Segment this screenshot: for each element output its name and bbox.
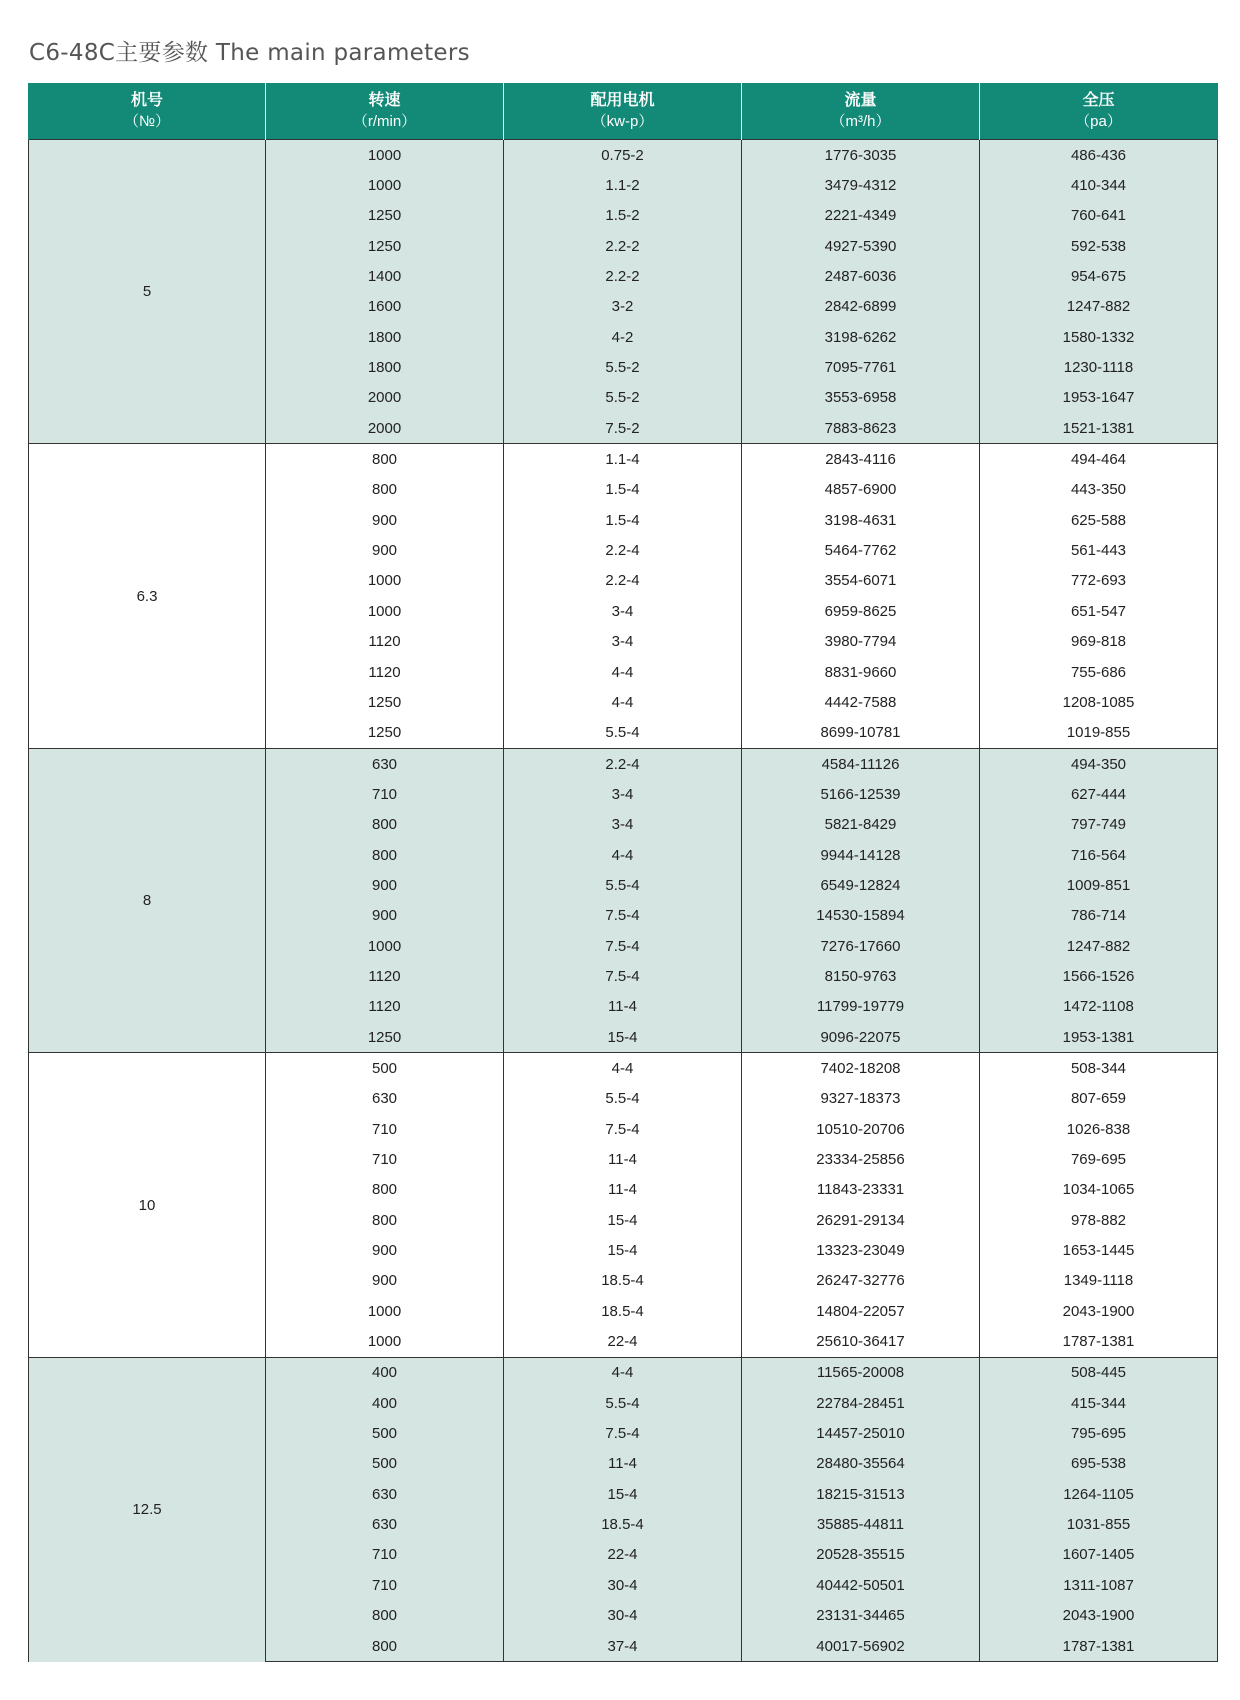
flow-cell: 5166-12539	[742, 779, 980, 809]
motor-cell: 1.5-2	[504, 201, 742, 231]
speed-cell: 1000	[266, 931, 504, 961]
speed-cell: 1000	[266, 1296, 504, 1326]
motor-cell: 37-4	[504, 1631, 742, 1662]
flow-cell: 14457-25010	[742, 1418, 980, 1448]
header-pressure	[980, 83, 1218, 140]
speed-cell: 1000	[266, 566, 504, 596]
motor-cell: 0.75-2	[504, 140, 742, 171]
pressure-cell: 769-695	[980, 1144, 1218, 1174]
pressure-cell: 1607-1405	[980, 1540, 1218, 1570]
flow-cell: 3198-4631	[742, 505, 980, 535]
pressure-cell: 1208-1085	[980, 687, 1218, 717]
pressure-cell: 1026-838	[980, 1114, 1218, 1144]
flow-cell: 9944-14128	[742, 840, 980, 870]
motor-cell: 11-4	[504, 992, 742, 1022]
motor-cell: 2.2-4	[504, 535, 742, 565]
motor-cell: 3-4	[504, 810, 742, 840]
motor-cell: 2.2-2	[504, 231, 742, 261]
pressure-cell: 625-588	[980, 505, 1218, 535]
pressure-cell: 1566-1526	[980, 961, 1218, 991]
flow-cell: 6549-12824	[742, 870, 980, 900]
pressure-cell: 1953-1647	[980, 383, 1218, 413]
flow-cell: 18215-31513	[742, 1479, 980, 1509]
pressure-cell: 1034-1065	[980, 1175, 1218, 1205]
flow-cell: 9327-18373	[742, 1084, 980, 1114]
speed-cell: 1120	[266, 627, 504, 657]
motor-cell: 7.5-4	[504, 931, 742, 961]
machine-no-cell: 6.3	[29, 444, 266, 748]
speed-cell: 1000	[266, 1326, 504, 1357]
speed-cell: 500	[266, 1449, 504, 1479]
flow-cell: 28480-35564	[742, 1449, 980, 1479]
speed-cell: 710	[266, 1114, 504, 1144]
speed-cell: 2000	[266, 413, 504, 444]
pressure-cell: 627-444	[980, 779, 1218, 809]
pressure-cell: 1230-1118	[980, 352, 1218, 382]
pressure-cell: 1953-1381	[980, 1022, 1218, 1053]
pressure-cell: 716-564	[980, 840, 1218, 870]
flow-cell: 11565-20008	[742, 1357, 980, 1388]
motor-cell: 5.5-4	[504, 1388, 742, 1418]
pressure-cell: 1787-1381	[980, 1326, 1218, 1357]
speed-cell: 900	[266, 1235, 504, 1265]
speed-cell: 1120	[266, 961, 504, 991]
flow-cell: 14530-15894	[742, 901, 980, 931]
table-row	[29, 140, 1218, 171]
flow-cell: 3553-6958	[742, 383, 980, 413]
motor-cell: 7.5-4	[504, 1418, 742, 1448]
flow-cell: 8699-10781	[742, 718, 980, 749]
pressure-cell: 1247-882	[980, 292, 1218, 322]
flow-cell: 40442-50501	[742, 1570, 980, 1600]
page-title: C6-48C主要参数 The main parameters	[29, 40, 470, 66]
speed-cell: 1000	[266, 596, 504, 626]
speed-cell: 1250	[266, 1022, 504, 1053]
pressure-cell: 1019-855	[980, 718, 1218, 749]
pressure-cell: 755-686	[980, 657, 1218, 687]
speed-cell: 1800	[266, 352, 504, 382]
motor-cell: 4-4	[504, 1053, 742, 1084]
speed-cell: 1000	[266, 140, 504, 171]
speed-cell: 800	[266, 1601, 504, 1631]
motor-cell: 18.5-4	[504, 1509, 742, 1539]
motor-cell: 2.2-2	[504, 261, 742, 291]
parameters-table-container	[28, 83, 1212, 1662]
pressure-cell: 1580-1332	[980, 322, 1218, 352]
motor-cell: 7.5-4	[504, 901, 742, 931]
pressure-cell: 797-749	[980, 810, 1218, 840]
pressure-cell: 651-547	[980, 596, 1218, 626]
header-unit: （№）	[123, 113, 171, 130]
pressure-cell: 494-464	[980, 444, 1218, 475]
parameters-table	[28, 83, 1218, 1662]
pressure-cell: 1247-882	[980, 931, 1218, 961]
speed-cell: 800	[266, 1631, 504, 1662]
flow-cell: 6959-8625	[742, 596, 980, 626]
motor-cell: 22-4	[504, 1540, 742, 1570]
flow-cell: 13323-23049	[742, 1235, 980, 1265]
flow-cell: 2843-4116	[742, 444, 980, 475]
motor-cell: 5.5-2	[504, 383, 742, 413]
header-unit: （pa）	[1075, 113, 1122, 130]
motor-cell: 18.5-4	[504, 1296, 742, 1326]
pressure-cell: 2043-1900	[980, 1296, 1218, 1326]
speed-cell: 400	[266, 1388, 504, 1418]
pressure-cell: 1031-855	[980, 1509, 1218, 1539]
pressure-cell: 1311-1087	[980, 1570, 1218, 1600]
motor-cell: 1.5-4	[504, 505, 742, 535]
table-row	[29, 1053, 1218, 1084]
motor-cell: 15-4	[504, 1235, 742, 1265]
speed-cell: 1250	[266, 201, 504, 231]
motor-cell: 2.2-4	[504, 748, 742, 779]
speed-cell: 1120	[266, 657, 504, 687]
flow-cell: 8831-9660	[742, 657, 980, 687]
speed-cell: 1250	[266, 231, 504, 261]
motor-cell: 15-4	[504, 1479, 742, 1509]
pressure-cell: 486-436	[980, 140, 1218, 171]
header-unit: （m³/h）	[830, 113, 891, 130]
header-speed	[266, 83, 504, 140]
speed-cell: 1250	[266, 718, 504, 749]
flow-cell: 5464-7762	[742, 535, 980, 565]
flow-cell: 1776-3035	[742, 140, 980, 171]
motor-cell: 5.5-4	[504, 1084, 742, 1114]
pressure-cell: 969-818	[980, 627, 1218, 657]
motor-cell: 30-4	[504, 1570, 742, 1600]
flow-cell: 3980-7794	[742, 627, 980, 657]
motor-cell: 4-2	[504, 322, 742, 352]
speed-cell: 1600	[266, 292, 504, 322]
motor-cell: 22-4	[504, 1326, 742, 1357]
speed-cell: 900	[266, 870, 504, 900]
machine-no-cell: 12.5	[29, 1357, 266, 1661]
flow-cell: 20528-35515	[742, 1540, 980, 1570]
speed-cell: 710	[266, 779, 504, 809]
speed-cell: 630	[266, 1479, 504, 1509]
speed-cell: 630	[266, 1509, 504, 1539]
header-label: 机号	[130, 92, 163, 109]
flow-cell: 2487-6036	[742, 261, 980, 291]
flow-cell: 23131-34465	[742, 1601, 980, 1631]
flow-cell: 40017-56902	[742, 1631, 980, 1662]
pressure-cell: 1472-1108	[980, 992, 1218, 1022]
pressure-cell: 443-350	[980, 475, 1218, 505]
header-machine-no	[29, 83, 266, 140]
pressure-cell: 954-675	[980, 261, 1218, 291]
header-unit: （r/min）	[352, 113, 417, 130]
speed-cell: 710	[266, 1570, 504, 1600]
pressure-cell: 978-882	[980, 1205, 1218, 1235]
pressure-cell: 760-641	[980, 201, 1218, 231]
pressure-cell: 1009-851	[980, 870, 1218, 900]
speed-cell: 800	[266, 810, 504, 840]
motor-cell: 3-2	[504, 292, 742, 322]
header-label: 流量	[844, 92, 877, 109]
motor-cell: 3-4	[504, 596, 742, 626]
pressure-cell: 1349-1118	[980, 1266, 1218, 1296]
speed-cell: 1250	[266, 687, 504, 717]
speed-cell: 900	[266, 901, 504, 931]
speed-cell: 500	[266, 1053, 504, 1084]
speed-cell: 400	[266, 1357, 504, 1388]
flow-cell: 26291-29134	[742, 1205, 980, 1235]
table-row	[29, 444, 1218, 475]
motor-cell: 7.5-2	[504, 413, 742, 444]
motor-cell: 3-4	[504, 627, 742, 657]
flow-cell: 7883-8623	[742, 413, 980, 444]
flow-cell: 14804-22057	[742, 1296, 980, 1326]
header-label: 配用电机	[590, 92, 655, 109]
machine-no-cell: 5	[29, 140, 266, 444]
speed-cell: 1800	[266, 322, 504, 352]
flow-cell: 25610-36417	[742, 1326, 980, 1357]
pressure-cell: 508-445	[980, 1357, 1218, 1388]
flow-cell: 3198-6262	[742, 322, 980, 352]
motor-cell: 1.1-4	[504, 444, 742, 475]
flow-cell: 23334-25856	[742, 1144, 980, 1174]
table-body	[29, 140, 1218, 1662]
pressure-cell: 494-350	[980, 748, 1218, 779]
header-unit: （kw-p）	[591, 113, 654, 130]
pressure-cell: 795-695	[980, 1418, 1218, 1448]
speed-cell: 900	[266, 1266, 504, 1296]
speed-cell: 630	[266, 1084, 504, 1114]
flow-cell: 26247-32776	[742, 1266, 980, 1296]
flow-cell: 9096-22075	[742, 1022, 980, 1053]
motor-cell: 7.5-4	[504, 1114, 742, 1144]
flow-cell: 4857-6900	[742, 475, 980, 505]
motor-cell: 5.5-2	[504, 352, 742, 382]
motor-cell: 5.5-4	[504, 718, 742, 749]
flow-cell: 35885-44811	[742, 1509, 980, 1539]
motor-cell: 4-4	[504, 840, 742, 870]
motor-cell: 7.5-4	[504, 961, 742, 991]
pressure-cell: 592-538	[980, 231, 1218, 261]
motor-cell: 3-4	[504, 779, 742, 809]
header-flow	[742, 83, 980, 140]
machine-no-cell: 8	[29, 748, 266, 1052]
flow-cell: 11799-19779	[742, 992, 980, 1022]
flow-cell: 7402-18208	[742, 1053, 980, 1084]
speed-cell: 800	[266, 1175, 504, 1205]
pressure-cell: 508-344	[980, 1053, 1218, 1084]
pressure-cell: 1521-1381	[980, 413, 1218, 444]
speed-cell: 900	[266, 505, 504, 535]
flow-cell: 7095-7761	[742, 352, 980, 382]
speed-cell: 1400	[266, 261, 504, 291]
speed-cell: 1000	[266, 170, 504, 200]
pressure-cell: 772-693	[980, 566, 1218, 596]
motor-cell: 15-4	[504, 1205, 742, 1235]
speed-cell: 800	[266, 444, 504, 475]
flow-cell: 3554-6071	[742, 566, 980, 596]
pressure-cell: 1264-1105	[980, 1479, 1218, 1509]
motor-cell: 5.5-4	[504, 870, 742, 900]
pressure-cell: 410-344	[980, 170, 1218, 200]
motor-cell: 4-4	[504, 1357, 742, 1388]
pressure-cell: 415-344	[980, 1388, 1218, 1418]
header-label: 转速	[368, 92, 401, 109]
pressure-cell: 1653-1445	[980, 1235, 1218, 1265]
motor-cell: 11-4	[504, 1175, 742, 1205]
motor-cell: 4-4	[504, 657, 742, 687]
header-motor	[504, 83, 742, 140]
speed-cell: 900	[266, 535, 504, 565]
motor-cell: 2.2-4	[504, 566, 742, 596]
speed-cell: 630	[266, 748, 504, 779]
flow-cell: 4584-11126	[742, 748, 980, 779]
speed-cell: 2000	[266, 383, 504, 413]
machine-no-cell: 10	[29, 1053, 266, 1357]
table-row	[29, 1357, 1218, 1388]
speed-cell: 500	[266, 1418, 504, 1448]
speed-cell: 800	[266, 840, 504, 870]
pressure-cell: 1787-1381	[980, 1631, 1218, 1662]
flow-cell: 8150-9763	[742, 961, 980, 991]
speed-cell: 800	[266, 1205, 504, 1235]
speed-cell: 800	[266, 475, 504, 505]
flow-cell: 22784-28451	[742, 1388, 980, 1418]
speed-cell: 710	[266, 1144, 504, 1174]
pressure-cell: 786-714	[980, 901, 1218, 931]
flow-cell: 2842-6899	[742, 292, 980, 322]
pressure-cell: 695-538	[980, 1449, 1218, 1479]
header-label: 全压	[1082, 92, 1115, 109]
flow-cell: 2221-4349	[742, 201, 980, 231]
flow-cell: 10510-20706	[742, 1114, 980, 1144]
motor-cell: 1.5-4	[504, 475, 742, 505]
motor-cell: 11-4	[504, 1144, 742, 1174]
flow-cell: 4927-5390	[742, 231, 980, 261]
flow-cell: 3479-4312	[742, 170, 980, 200]
flow-cell: 4442-7588	[742, 687, 980, 717]
speed-cell: 1120	[266, 992, 504, 1022]
pressure-cell: 807-659	[980, 1084, 1218, 1114]
motor-cell: 18.5-4	[504, 1266, 742, 1296]
flow-cell: 5821-8429	[742, 810, 980, 840]
motor-cell: 4-4	[504, 687, 742, 717]
pressure-cell: 2043-1900	[980, 1601, 1218, 1631]
table-row	[29, 748, 1218, 779]
table-header-row	[29, 83, 1218, 140]
flow-cell: 11843-23331	[742, 1175, 980, 1205]
pressure-cell: 561-443	[980, 535, 1218, 565]
motor-cell: 1.1-2	[504, 170, 742, 200]
speed-cell: 710	[266, 1540, 504, 1570]
flow-cell: 7276-17660	[742, 931, 980, 961]
motor-cell: 30-4	[504, 1601, 742, 1631]
motor-cell: 11-4	[504, 1449, 742, 1479]
motor-cell: 15-4	[504, 1022, 742, 1053]
